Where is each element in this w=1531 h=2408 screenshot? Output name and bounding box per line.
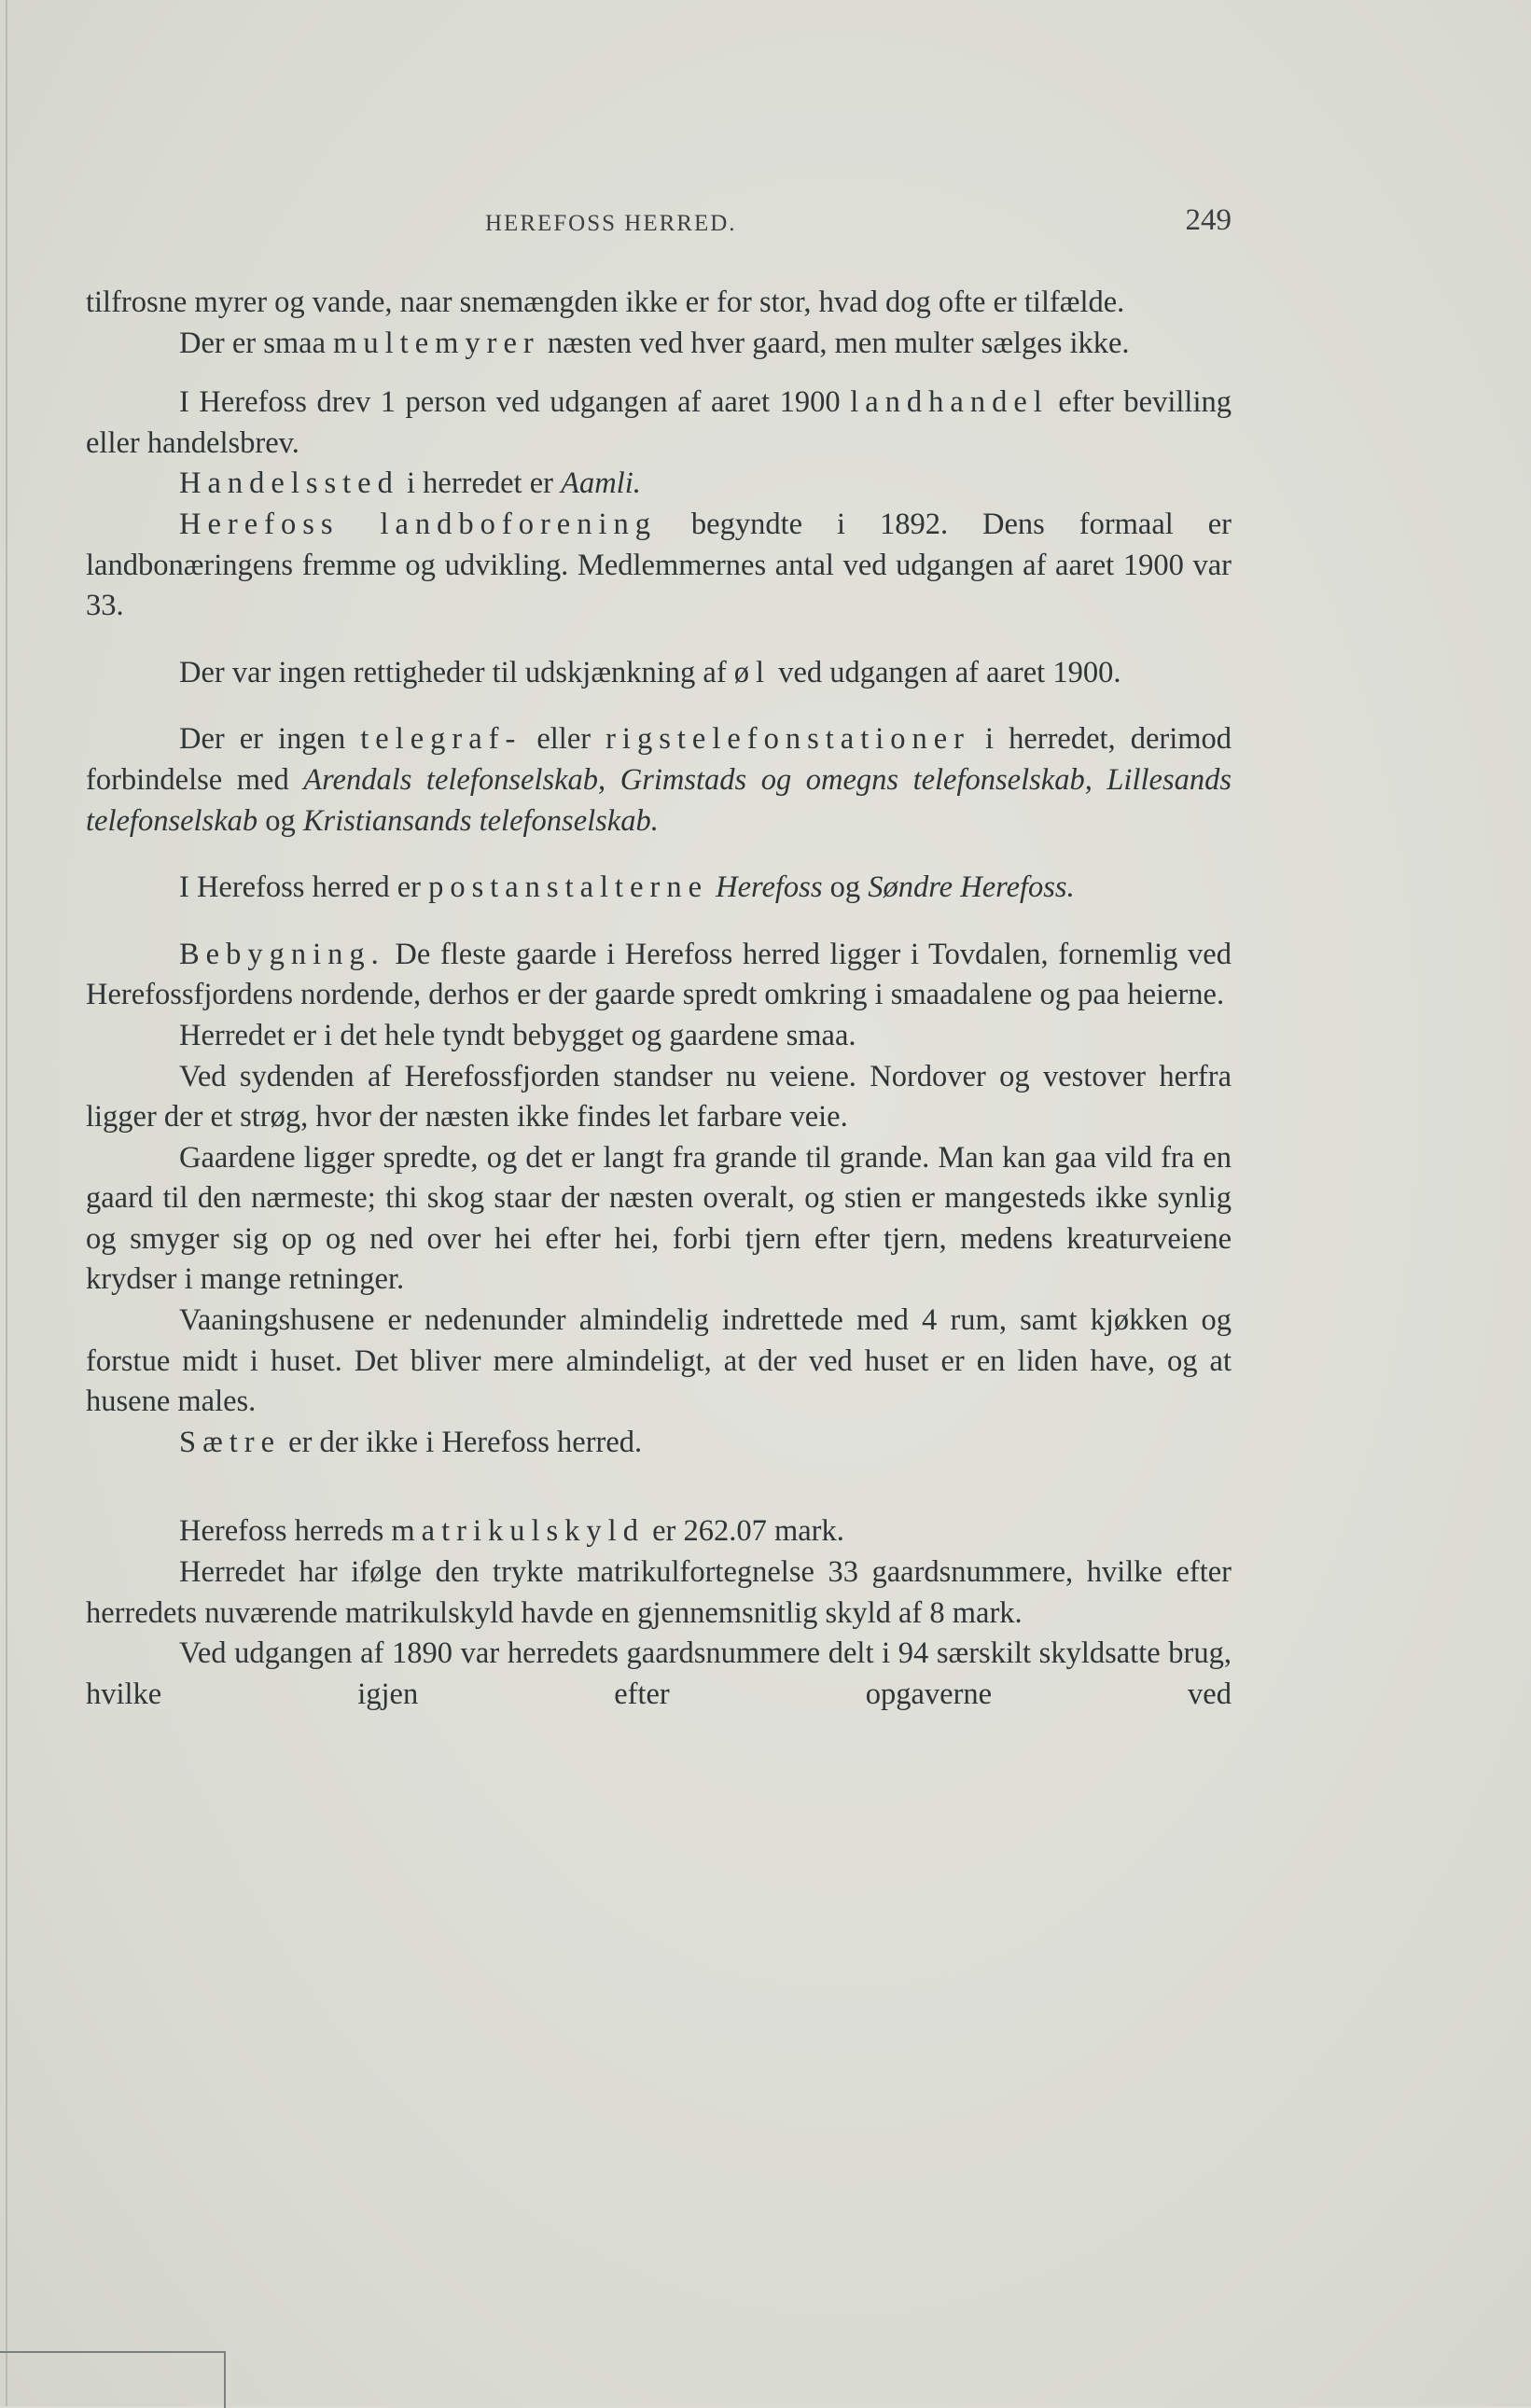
paragraph-continued: tilfrosne myrer og vande, naar snemængden ikke er for stor, hvad dog ofte er tilfælde. — [86, 285, 1125, 319]
text-run: I Herefoss drev 1 person ved udgangen af aaret 1900 — [179, 385, 851, 420]
text-run: eller — [522, 722, 606, 757]
text-run: Herefoss herreds — [179, 1514, 392, 1549]
paragraph-gaardene: Gaardene ligger spredte, og det er langt fra grande til grande. Man kan gaa vild fra en gaard til den nærmeste; thi skog staar der næsten overalt, og stien er mangesteds ikke synlig og smyger sig op og ned over hei efter hei, forbi tjern efter tjern, medens kreaturveiene krydser i mange retninger. — [86, 1140, 1232, 1297]
body-text — [86, 283, 1232, 1715]
italic-company-name: Kristiansands telefonselskab. — [302, 803, 659, 838]
paragraph-oel — [86, 653, 1232, 694]
spaced-term: Herefoss landboforening — [179, 507, 657, 541]
paragraph-vaaningshusene: Vaaningshusene er nedenunder almindelig indrettede med 4 rum, samt kjøkken og forstue midt i huset. Det bliver mere almindeligt, at der ved huset er en liden have, og at husene males. — [86, 1303, 1232, 1419]
paragraph-herredet: Herredet er i det hele tyndt bebygget og gaardene smaa. — [179, 1018, 856, 1052]
paragraph-gaardsnummere: Herredet har ifølge den trykte matrikulfortegnelse 33 gaardsnummere, hvilke efter herredets nuværende matrikulskyld havde en gjennemsnitlig skyld af 8 mark. — [86, 1555, 1232, 1630]
text-run: efter bevilling eller handelsbrev. — [86, 385, 1232, 460]
spaced-term: Handelssted — [179, 466, 399, 501]
text-run: Der var ingen rettigheder til udskjænkning af — [179, 655, 734, 689]
page-header — [84, 203, 1232, 250]
italic-place: Søndre Herefoss. — [868, 870, 1075, 905]
text-run: De fleste gaarde i Herefoss herred ligger i Tovdalen, fornemlig ved Herefossfjordens nordende, derhos er der gaarde spredt omkring i smaadalene og paa heierne. — [86, 937, 1232, 1012]
italic-place: Herefoss — [716, 870, 823, 905]
text-run: næsten ved hver gaard, men multer sælges ikke. — [539, 326, 1130, 360]
italic-place: Aamli. — [561, 466, 641, 501]
paragraph-handelssted — [86, 464, 1232, 505]
paragraph-brug: Ved udgangen af 1890 var herredets gaardsnummere delt i 94 særskilt skyldsatte brug, hvilke igjen efter opgaverne ved — [86, 1636, 1232, 1711]
text-run: og — [257, 803, 303, 838]
text-run: Der er smaa — [179, 326, 334, 360]
spaced-term: postanstalterne — [428, 870, 709, 905]
paragraph-postanstalter — [86, 868, 1232, 909]
spaced-term: øl — [733, 655, 772, 689]
text-run: ved udgangen af aaret 1900. — [771, 655, 1121, 689]
paragraph-multemyrer — [86, 324, 1232, 365]
spaced-term: telegraf- — [360, 722, 522, 757]
page-number: 249 — [1185, 203, 1232, 237]
text-run: er 262.07 mark. — [644, 1514, 844, 1549]
page-edge-line — [6, 0, 7, 2406]
spaced-term: multemyrer — [333, 326, 540, 360]
text-run: i herredet er — [398, 466, 562, 501]
text-run: i herredet, derimod forbindelse med — [86, 722, 1232, 797]
corner-frame-mark — [0, 2351, 226, 2408]
spaced-term: matrikulskyld — [391, 1514, 645, 1549]
spaced-term: Bebygning. — [179, 937, 385, 971]
text-run — [708, 870, 716, 904]
paragraph-bebygning — [86, 935, 1232, 1016]
paragraph-landboforening — [86, 505, 1232, 627]
text-run: begyndte i 1892. Dens formaal er landbonæringens fremme og udvikling. Medlemmernes antal ved udgangen af aaret 1900 var 33. — [86, 507, 1232, 623]
paragraph-matrikulskyld — [86, 1511, 1232, 1552]
paragraph-saetre — [86, 1423, 1232, 1464]
spaced-term: Sætre — [179, 1425, 282, 1459]
paragraph-veiene: Ved sydenden af Herefossfjorden standser nu veiene. Nordover og vestover herfra ligger der et strøg, hvor der næsten ikke findes let farbare veie. — [86, 1059, 1232, 1134]
paragraph-telegraf — [86, 719, 1232, 842]
italic-company-names: Arendals telefonselskab, Grimstads og omegns telefonselskab, Lillesands telefonselskab — [86, 762, 1232, 838]
paragraph-landhandel — [86, 383, 1232, 464]
text-run: I Herefoss herred er — [179, 870, 429, 905]
running-head: HEREFOSS HERRED. — [485, 211, 737, 236]
text-run: og — [822, 870, 869, 905]
spaced-term: rigstelefonstationer — [605, 722, 971, 757]
text-run: er der ikke i Herefoss herred. — [281, 1425, 643, 1459]
spaced-term: landhandel — [850, 385, 1049, 420]
text-run: Der er ingen — [179, 722, 361, 757]
